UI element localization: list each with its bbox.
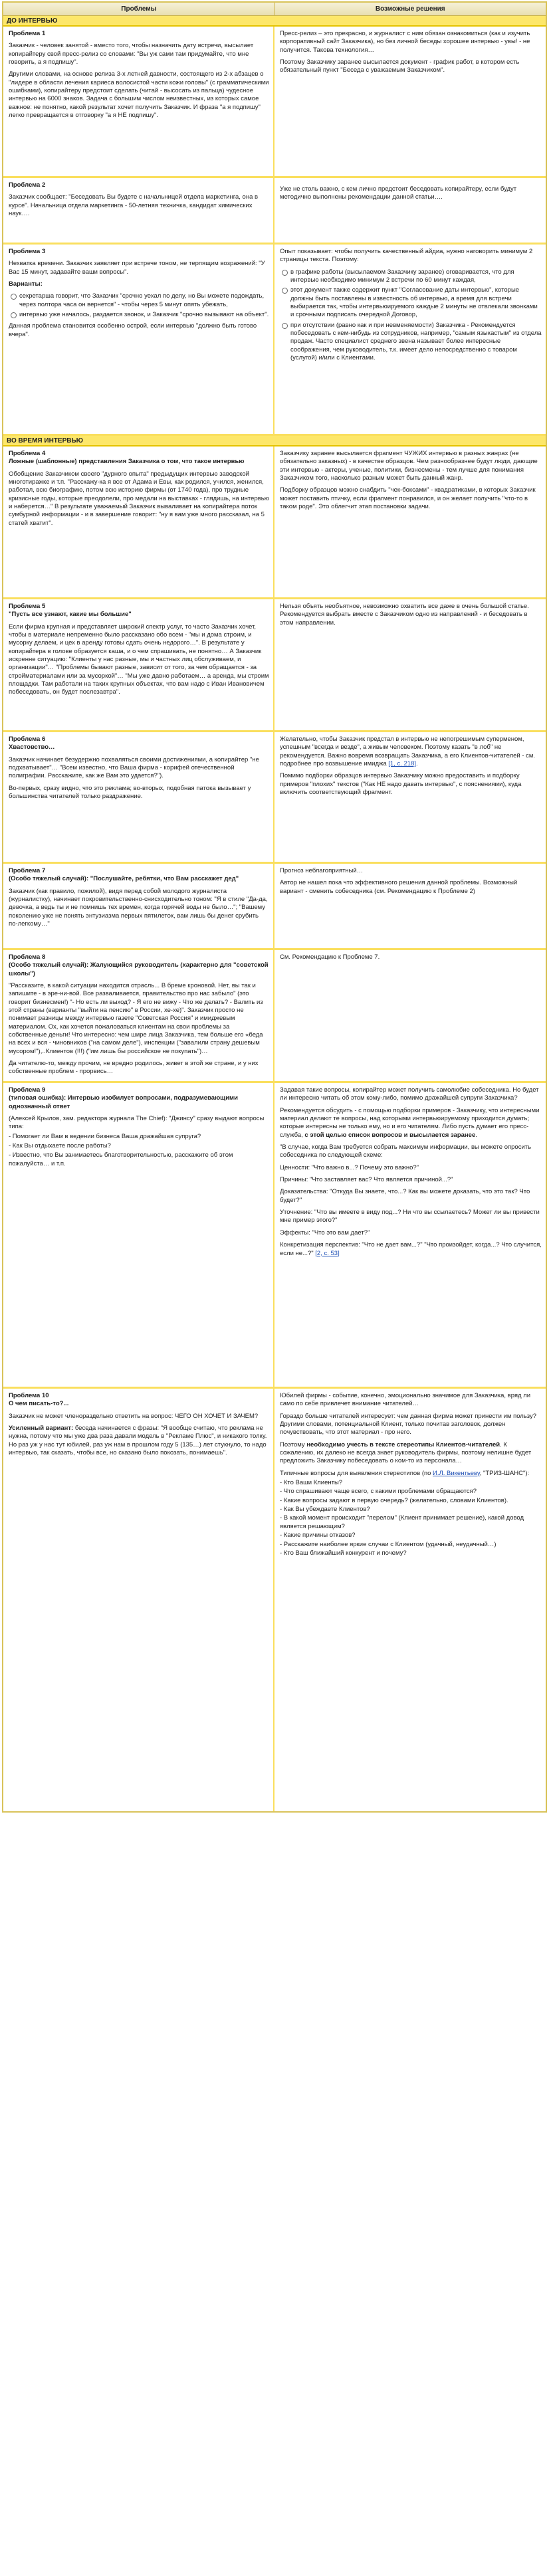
problem-text: Заказчик - человек занятой - вместо того, чтобы назначить дату встречи, высылает копирайтеру свой пресс-релиз со словами: "Вы уж сами там придумайте, что мне говорить, а я подпишу". bbox=[9, 42, 254, 66]
problem-text: "Рассказите, в какой ситуации находится отрасль... В бреме кроновой. Нет, вы так и запишите - в эре-ни-вой. Все разваливается, правительство про нас забыло" (это говорит бизнесмен!) "- Но есть ли выход? - Я его не вижу - Что же делать? - Валить из этой страны (варианты "выйти на пенсию" в России, хе-хе)". Заказчик просто не понимает разницы между интервью газете "Советская Россия" и имиджевым материалом. Ох, как хочется пожаловаться клиентам на свои проблемы за собственные деньги! Что интересно: чем шире лица Заказчика, тем больше его «беда на всех и вся - чиновников ("на самом деле"), инспекции ("завалили страну дешевым мусором!"),..Клиентов (!!!) ("им лишь бы российское не покупать")… bbox=[9, 982, 263, 1055]
problem-text: Обобщение Заказчиком своего "дурного опыта" предыдущих интервью заводской многотиражке и т.п. "Расскажу-ка я все от Адама и Евы, как родился, учился, женился, работал, всю биографию, потом всю историю фирмы (от 1740 года), про трудные кризисные годы, которые преодолели, про медали на выставках - глядишь, на интервью и наберется…" В результате уважаемый Заказчик вываливает на копирайтера поток сумбурной информации - и в завершение говорит: "ну я вам уже много рассказал, на 5 статей хватит". bbox=[9, 470, 269, 527]
problem-cell bbox=[3, 599, 274, 730]
problem-cell bbox=[3, 732, 274, 862]
problem-cell bbox=[3, 950, 274, 1081]
solution-text: Поэтому Заказчику заранее высылается документ - график работ, в котором есть обязательный пункт "Беседа с уважаемым Заказчиком". bbox=[280, 58, 520, 74]
problem-title: Проблема 6 bbox=[9, 736, 46, 743]
problem-text: беседа начинается с фразы: "Я вообще считаю, что реклама не нужна, потому что мы уже два раза давали модель в "Рекламе Плюс", и никакого толку. Но раз уж у нас тут юбилей, раз уж нам в прошлом году 5 (135…) лет стукнуло, то надо интервью, так сказать, чтобы все, но сказано было покозать, понимаешь". bbox=[9, 1425, 267, 1457]
list-item: при отсутствии (равно как и при невменяемости) Заказчика - Рекомендуется побеседовать с кем-нибудь из сотрудников, например, "самым языкастым" из отдела продаж. Часто специалист среднего звена называет более интересные соображения, чем руководитель, т.к. имеет дело непосредственно с товаром (услугой) и/или с Клиентами. bbox=[290, 321, 542, 362]
problem-title: Проблема 4 bbox=[9, 450, 46, 457]
reference-link[interactable]: [1, с. 218] bbox=[388, 760, 417, 768]
problem-emphasis: Усиленный вариант: bbox=[9, 1425, 74, 1433]
problem-text: Да читателю-то, между прочим, не вредно родилось, живет в этой же стране, и у них собственные проблем - прорвись… bbox=[9, 1060, 259, 1076]
table-row bbox=[3, 732, 546, 864]
problem-title: Проблема 3 bbox=[9, 248, 46, 255]
header-problems: Проблемы bbox=[3, 3, 275, 15]
problem-subtitle: Хвастовство… bbox=[9, 743, 55, 751]
problem-title: Проблема 8 bbox=[9, 953, 46, 961]
problem-text: (Алексей Крылов, зам. редактора журнала The Chief): "Джинсу" сразу выдают вопросы типа: bbox=[9, 1115, 265, 1131]
solution-text: Юбилей фирмы - событие, конечно, эмоционально значимое для Заказчика, вряд ли само по себе привлечет внимание читателей… bbox=[280, 1392, 531, 1408]
table-row bbox=[3, 245, 546, 436]
problems-table bbox=[2, 1, 547, 1813]
problem-text: Заказчик сообщает: "Беседовать Вы будете с начальницей отдела маркетинга, она в курсе". Начальница отдела маркетинга - 50-летняя техничка, кандидат химических наук…. bbox=[9, 193, 259, 218]
list-item: интервью уже началось, раздается звонок, и Заказчик "срочно вызывают на объект". bbox=[19, 311, 269, 319]
list-item: - Какие причины отказов? bbox=[280, 1532, 356, 1539]
list-item: - Как Вы убеждаете Клиентов? bbox=[280, 1506, 370, 1514]
solution-text: Причины: "Что заставляет вас? Что является причиной...?" bbox=[280, 1176, 453, 1184]
problem-text: - Известно, что Вы занимаетесь благотворительностью, расскажите об этом пожалуйста… и т.п. bbox=[9, 1151, 233, 1167]
solution-cell bbox=[274, 446, 546, 597]
solution-text: Помимо подборки образцов интервью Заказчику можно предоставить и подборку примеров "плохих" текстов ("Как НЕ надо давать интервью", с пояснениями), куда включить соответствующий фрагмент. bbox=[280, 772, 522, 797]
solution-text: Эффекты: "Что это вам дает?" bbox=[280, 1229, 370, 1237]
solution-cell bbox=[274, 599, 546, 730]
section-before-interview: ДО ИНТЕРВЬЮ bbox=[3, 16, 546, 27]
list-item: этот документ также содержит пункт "Согласование даты интервью", которые должны быть поставлены в известность об интервью, а время для встречи выбирается так, чтобы интервьюируемого каждые 2 минуты не отвлекали звонками и срочными подписать очередной Договор, bbox=[290, 286, 542, 319]
solution-text: См. Рекомендацию к Проблеме 7. bbox=[280, 953, 380, 961]
problem-cell bbox=[3, 446, 274, 597]
table-row bbox=[3, 27, 546, 178]
solution-text: "В случае, когда Вам требуется собрать максимум информации, вы можете опросить собеседника по следующей схеме: bbox=[280, 1143, 532, 1159]
problem-title: Проблема 2 bbox=[9, 181, 46, 189]
problem-subtitle: "Пусть все узнают, какие мы большие" bbox=[9, 611, 132, 619]
problem-subtitle: (Особо тяжелый случай): Жалующийся руководитель (характерно для "советской школы") bbox=[9, 961, 269, 977]
solution-cell bbox=[274, 950, 546, 1081]
solution-text: Задавая такие вопросы, копирайтер может получить самолюбие собеседника. Но будет ли интересно читать об этом кому-либо, помимо дражайшей супруги Заказчика? bbox=[280, 1086, 539, 1102]
variants-label: Варианты: bbox=[9, 280, 43, 288]
problem-cell bbox=[3, 864, 274, 948]
solution-cell bbox=[274, 27, 546, 176]
list-item: - Что спрашивают чаще всего, с какими проблемами обращаются? bbox=[280, 1488, 477, 1496]
problem-subtitle: О чем писать-то?... bbox=[9, 1400, 69, 1408]
solution-cell bbox=[274, 245, 546, 434]
solution-text: Доказательства: "Откуда Вы знаете, что...? Как вы можете доказать, что это так? Что будет?" bbox=[280, 1188, 530, 1204]
list-item: - Кто Ваш ближайший конкурент и почему? bbox=[280, 1549, 407, 1557]
problem-cell bbox=[3, 1083, 274, 1387]
solution-text: Типичные вопросы для выявления стереотипов (по bbox=[280, 1469, 433, 1477]
solution-cell: Юбилей фирмы - событие, конечно, эмоционально значимое для Заказчика, вряд ли само по себе привлечет внимание читателей… Гораздо больше читателей интересует: чем данная фирма может принести им пользу? Другими словами, потенциальной Клиент, только почитав заголовок, должен почувствовать, что этот материал - про него. Поэтому необходимо учесть в тексте стереотипы Клиентов-читателей. К сожалению, их далеко не всегда знает руководитель фирмы, поэтому нелишне будет предложить Заказчику побеседовать о ком-то из персонала… Типичные вопросы для выявления стереотипов (по И.Л. Викентьеву, "ТРИЗ-ШАНС"): - Кто Ваши Клиенты? - Что спрашивают чаще всего, с какими проблемами обращаются? - Какие вопросы задают в первую очередь? (желательно, словами Клиентов). - Как Вы убеждаете Клиентов? - В какой момент происходит "перелом" (Клиент принимает решение), какой довод является решающим? - Какие причины отказов? - Расскажите наиболее яркие случаи с Клиентом (удачный, неудачный…) - Кто Ваш ближайший конкурент и почему? bbox=[274, 1389, 546, 1811]
solution-text: Автор не нашел пока что эффективного решения данной проблемы. Возможный вариант - сменить собеседника (см. Рекомендацию к Проблеме 2) bbox=[280, 879, 518, 895]
solution-text: Желательно, чтобы Заказчик предстал в интервью не непогрешимым суперменом, успешным "всегда и везде", а живым человеком. Поэтому казать "в лоб" не рекомендуется. Важно вовремя возвращать Заказчика, а его Клиентов-читателей - см. подробнее про возвышение имиджа bbox=[280, 736, 536, 768]
section-during-interview: ВО ВРЕМЯ ИНТЕРВЬЮ bbox=[3, 436, 546, 446]
solution-text: Заказчику заранее высылается фрагмент ЧУЖИХ интервью в разных жанрах (не обязательно заказных) - в качестве образцов. Чем разнообразнее будут люди, дающие эти интервью - актеры, ученые, политики, бизнесмены - тем лучше для понимания Заказчиком того, насколько разным может быть данный жанр. bbox=[280, 450, 538, 482]
problem-text: Во-первых, сразу видно, что это реклама; во-вторых, подобная патока вызывает у большинства читателей только раздражение. bbox=[9, 784, 251, 801]
table-row bbox=[3, 1389, 546, 1811]
list-item: - Кто Ваши Клиенты? bbox=[280, 1479, 343, 1487]
solution-text: Уточнение: "Что вы имеете в виду под...? Ни что вы ссылаетесь? Может ли вы привести мне пример этого?" bbox=[280, 1209, 540, 1225]
solution-text: Подборку образцов можно снабдить "чек-боксами" - квадратиками, в которых Заказчик может поставить птичку, если фрагмент понравился, и он желает получить "что-то в таком роде". Это облегчит этап постановки задачи. bbox=[280, 486, 536, 511]
problem-title: Проблема 5 bbox=[9, 603, 46, 610]
list-item: - Какие вопросы задают в первую очередь? (желательно, словами Клиентов). bbox=[280, 1496, 508, 1504]
header-solutions: Возможные решения bbox=[375, 5, 445, 13]
problem-text: Заказчик не может членораздельно ответить на вопрос: ЧЕГО ОН ХОЧЕТ И ЗАЧЕМ? bbox=[9, 1412, 259, 1420]
solution-text: Ценности: "Что важно в...? Почему это важно?" bbox=[280, 1163, 419, 1171]
solution-text: Рекомендуется обсудить - с помощью подборки примеров - Заказчику, что интересными материал делают те вопросы, над которыми интервьюируемому приходится думать; которые интересны не только ему, но и его читателям. Либо пусть думает его пресс-служба, bbox=[280, 1106, 540, 1139]
problem-cell bbox=[3, 27, 274, 176]
problem-text: Заказчик (как правило, пожилой), видя перед собой молодого журналиста (журналистку), начинает покровительственно-снисходительно тоном: "Я в стиле "Да-да, девочка, а ведь ты и не помнишь тех времен, когда горячей воды не было…"; "Вашему поколению уже не понять энтузиазма первых пятилеток, вам лишь бы денег срубить по-легкому…" bbox=[9, 887, 268, 928]
solution-text: Конкретизация перспектив: "Что не дает вам...?" "Что произойдет, когда...? Что случится, если не...?" bbox=[280, 1241, 542, 1257]
solution-text: Уже не столь важно, с кем лично предстоит беседовать копирайтеру, если будут методично выполнены рекомендации данной статьи…. bbox=[280, 185, 517, 201]
problem-title: Проблема 7 bbox=[9, 867, 46, 874]
problem-text: - Помогает ли Вам в ведении бизнеса Ваша дражайшая супруга? bbox=[9, 1132, 201, 1140]
solution-cell bbox=[274, 864, 546, 948]
solution-cell: Желательно, чтобы Заказчик предстал в интервью не непогрешимым суперменом, успешным "всегда и везде", а живым человеком. Поэтому казать "в лоб" не рекомендуется. Важно вовремя возвращать Заказчика, а его Клиентов-читателей - см. подробнее про возвышение имиджа [1, с. 218]. Помимо подборки образцов интервью Заказчику можно предоставить и подборку примеров "плохих" текстов ("Как НЕ надо давать интервью", с пояснениями), куда включить соответствующий фрагмент. bbox=[274, 732, 546, 862]
solution-cell: Задавая такие вопросы, копирайтер может получить самолюбие собеседника. Но будет ли интересно читать об этом кому-либо, помимо дражайшей супруги Заказчика? Рекомендуется обсудить - с помощью подборки примеров - Заказчику, что интересными материал делают те вопросы, над которыми интервьюируемому приходится думать; которые интересны не только ему, но и его читателям. Либо пусть думает его пресс-служба, с этой целью список вопросов и высылается заранее. "В случае, когда Вам требуется собрать максимум информации, вы можете опросить собеседника по следующей схеме: Ценности: "Что важно в...? Почему это важно?" Причины: "Что заставляет вас? Что является причиной...?" Доказательства: "Откуда Вы знаете, что...? Как вы можете доказать, что это так? Что будет?" Уточнение: "Что вы имеете в виду под...? Ни что вы ссылаетесь? Может ли вы привести мне пример этого?" Эффекты: "Что это вам дает?" Конкретизация перспектив: "Что не дает вам...?" "Что произойдет, когда...? Что случится, если не...?" [2, с. 53] bbox=[280, 1086, 542, 1257]
problem-title: Проблема 10 bbox=[9, 1392, 49, 1399]
solution-text: Гораздо больше читателей интересует: чем данная фирма может принести им пользу? Другими словами, потенциальной Клиент, только почитав заголовок, должен почувствовать, что этот материал - про него. bbox=[280, 1412, 537, 1437]
solution-text: . К сожалению, их далеко не всегда знает руководитель фирмы, поэтому нелишне будет предложить Заказчику побеседовать о ком-то из персонала… bbox=[280, 1440, 532, 1465]
table-header bbox=[3, 3, 546, 16]
solution-emphasis: с этой целью список вопросов и высылается заранее bbox=[304, 1131, 476, 1139]
reference-link[interactable]: [2, с. 53] bbox=[315, 1249, 340, 1257]
list-item: - Расскажите наиболее яркие случаи с Клиентом (удачный, неудачный…) bbox=[280, 1540, 496, 1548]
problem-text: Если фирма крупная и представляет широкий спектр услуг, то часто Заказчик хочет, чтобы в материале непременно было рассказано обо всем - "мы и дома строим, и мусорку делаем, и цех в аренду готовы сдать очень недорого…". В результате у копирайтера в голове образуется каша, и о чем спрашивать, не понятно… А Заказчик искренне ситуацию: "Клиенты у нас разные, мы и частных лиц обслуживаем, и организации"… "Проблемы бывают разные, зависит от того, за чем обращается - за стройматериалами или за мусоркой"… "Мы уже давно работаем… a аренда, мы строим площадки. Там работали на таких крупных объектах, что вам надо с Иван Ивановичем побеседовать, он будет послезавтра". bbox=[9, 623, 269, 696]
variants-list bbox=[9, 292, 269, 319]
problem-subtitle: (типовая ошибка): Интервью изобилует вопросами, подразумевающими однозначный ответ bbox=[9, 1094, 238, 1110]
table-row bbox=[3, 864, 546, 950]
problem-text: - Как Вы отдыхаете после работы? bbox=[9, 1142, 111, 1150]
solution-cell bbox=[274, 178, 546, 243]
problem-text: Данная проблема становится особенно острой, если интервью "должно быть готово вчера". bbox=[9, 322, 257, 338]
problem-title: Проблема 9 bbox=[9, 1086, 46, 1094]
solution-list bbox=[280, 268, 542, 363]
problem-subtitle: Ложные (шаблонные) представления Заказчика о том, что такое интервью bbox=[9, 458, 245, 466]
problem-text: Нехватка времени. Заказчик заявляет при встрече тоном, не терпящим возражений: "У Вас 15 минут, задавайте ваши вопросы". bbox=[9, 260, 265, 276]
solution-emphasis: необходимо учесть в тексте стереотипы Клиентов-читателей bbox=[306, 1440, 500, 1448]
solution-text: Прогноз неблагоприятный… bbox=[280, 867, 364, 874]
problem-cell bbox=[3, 1389, 274, 1811]
solution-text: Пресс-релиз – это прекрасно, и журналист с ним обязан ознакомиться (как и изучить корпоративный сайт Заказчика), но без личной беседы хорошее интервью - увы! - не получится. Такова технология… bbox=[280, 30, 530, 54]
problem-text: Другими словами, на основе релиза 3-х летней давности, состоящего из 2-х абзацев о "лидере в области лечения кариеса волосистой части кожи головы" (с грамматическими ошибками), копирайтеру предстоит сделать (читай - высосать из пальца) чудесное интервью на 6000 знаков. Задача с большим числом неизвестных, из которых самое важное: не понятно, какой результат хочет получить Заказчик. И фраза "а я подпишу" легко превращается в отговорку "а я НЕ подпишу". bbox=[9, 70, 269, 120]
list-item: - В какой момент происходит "перелом" (Клиент принимает решение), какой довод является решающим? bbox=[280, 1514, 524, 1530]
list-item: в графике работы (высылаемом Заказчику заранее) оговаривается, что для интервью необходимо минимум 2 встречи по 60 минут каждая, bbox=[290, 268, 542, 285]
problem-cell bbox=[3, 178, 274, 243]
problem-subtitle: (Особо тяжелый случай): "Послушайте, ребятки, что Вам расскажет дед" bbox=[9, 875, 239, 883]
list-item: секретарша говорит, что Заказчик "срочно уехал по делу, но Вы можете подождать, через полтора часа он вернется" - чтобы через 5 минут опять убежать, bbox=[19, 292, 269, 309]
table-row bbox=[3, 599, 546, 732]
solution-text: Опыт показывает: чтобы получить качественный айдиа, нужно наговорить минимум 2 страницы текста. Поэтому: bbox=[280, 248, 533, 264]
problem-cell bbox=[3, 245, 274, 434]
table-row bbox=[3, 446, 546, 599]
table-row bbox=[3, 950, 546, 1083]
solution-text: Нельзя объять необъятное, невозможно охватить все даже в очень большой статье. Рекомендуется выбрать вместе с Заказчиком одно из направлений - и беседовать в этом направлении. bbox=[280, 603, 529, 627]
problem-title: Проблема 1 bbox=[9, 30, 46, 37]
problem-text: Заказчик начинает безудержно похваляться своими достижениями, а копирайтер "не подхватывает"… "Всем известно, что Ваша фирма - корифей отечественной полиграфии. Расскажите, как же Вам это удается?"). bbox=[9, 755, 259, 780]
table-row bbox=[3, 1083, 546, 1389]
author-link[interactable]: И.Л. Викентьеву bbox=[433, 1469, 480, 1477]
table-row bbox=[3, 178, 546, 245]
